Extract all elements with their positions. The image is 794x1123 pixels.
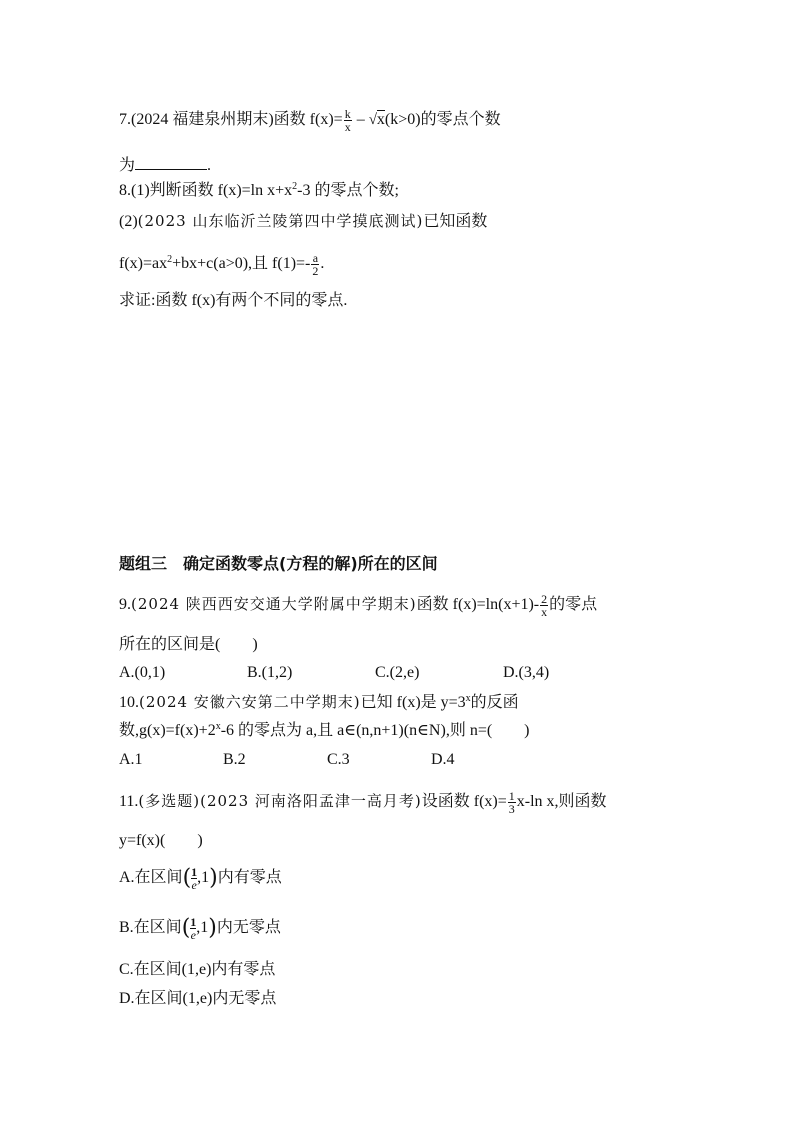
q8-line4 [119,291,347,311]
q10-source: (2024 安徽六安第二中学期末) [139,693,361,711]
q8-formula-mid: +bx+c(a>0),且 f(1)=- [172,255,311,273]
left-paren-icon: ( [182,865,192,891]
q10-sup: x [465,693,471,704]
q9-text: 函数 f(x)=ln(x+1)- [416,596,540,614]
q10-options [119,750,535,770]
q11-source: (多选题)(2023 河南洛阳孟津一高月考) [138,792,422,811]
right-paren-icon: ) [208,915,217,941]
q7-line1 [119,108,501,133]
answer-blank[interactable] [135,154,207,170]
q10-number: 10. [119,694,139,711]
q11-frac-den: 3 [508,802,515,816]
q7-sqrt-arg: x [376,111,385,129]
q10-line2 [119,721,530,741]
q11-line2-text: y=f(x)( ) [119,832,203,849]
q11-option-a-one: ,1 [197,869,210,887]
q9-option-c[interactable]: C.(2,e) [375,664,420,681]
q7-end: . [207,157,212,174]
q9-number: 9. [119,596,131,614]
q9-line2 [119,635,258,655]
q11-option-a-num: 1 [191,865,198,879]
q11-option-b-den: e [190,928,196,942]
q9-frac-num: 2 [541,592,548,606]
sqrt-icon: √ [368,112,377,129]
right-paren-icon: ) [209,865,218,891]
q8-part1-end: -3 的零点个数; [297,182,399,199]
q8-formula-sup: 2 [167,254,173,266]
q7-line2 [119,154,211,176]
q8-part1-text: 8.(1)判断函数 f(x)=ln x+x [119,182,293,199]
q7-frac-num: k [344,107,351,121]
q11-text: 设函数 f(x)= [421,793,507,811]
q10-option-a[interactable]: A.1 [119,751,143,768]
q9-options [119,663,631,683]
q9-option-a[interactable]: A.(0,1) [119,664,166,681]
q11-line2 [119,831,203,851]
q11-option-b[interactable] [119,916,281,941]
q11-frac-num: 1 [508,789,515,803]
q9-fraction [540,593,548,618]
q7-text: 函数 f(x)= [273,111,343,129]
q11-option-b-one: ,1 [196,919,209,937]
q8-line2 [119,211,487,232]
q8-line3 [119,252,324,277]
q8-fraction [311,252,319,277]
left-paren-icon: ( [181,915,191,941]
q11-option-d[interactable]: D.在区间(1,e)内无零点 [119,990,277,1007]
q7-number: 7. [119,111,131,129]
q10-line2-post: -6 的零点为 a,且 a∈(n,n+1)(n∈N),则 n=( ) [220,722,530,739]
q8-formula-end: . [320,255,325,273]
q8-part2-label: (2) [119,213,138,230]
q10-option-d[interactable]: D.4 [431,751,455,768]
q7-sqrt [369,110,385,130]
q7-frac-den: x [344,120,351,134]
q9-text-post: 的零点 [549,596,598,614]
q9-option-b[interactable]: B.(1,2) [247,664,293,681]
q11-option-b-num: 1 [190,915,197,929]
q7-fraction [344,108,352,133]
q8-source: (2023 山东临沂兰陵第四中学摸底测试) [137,212,424,230]
q11-text-post: x-ln x,则函数 [516,793,607,811]
q11-number: 11. [119,793,139,811]
q9-option-d[interactable]: D.(3,4) [503,664,550,681]
q10-text: 已知 f(x)是 y=3 [360,694,466,711]
q10-line1 [119,692,519,713]
q10-option-c[interactable]: C.3 [327,751,350,768]
q11-option-a-post: 内有零点 [217,869,282,887]
q11-fraction [508,790,516,815]
q11-option-a[interactable] [119,866,282,891]
q11-line1 [119,790,607,815]
q7-source: (2024 福建泉州期末) [131,111,274,129]
q7-minus: – [352,111,369,129]
q7-text-post: (k>0)的零点个数 [384,111,501,129]
q8-prove-text: 求证:函数 f(x)有两个不同的零点. [119,292,348,309]
q8-frac-num: a [312,251,319,265]
q10-line2-sup: x [215,721,221,732]
q10-text-post: 的反函 [470,694,519,711]
q8-line1 [119,181,399,201]
q9-frac-den: x [541,605,548,619]
q11-option-a-pre: A.在区间 [119,869,183,887]
q11-option-c[interactable]: C.在区间(1,e)内有零点 [119,961,276,978]
q9-source: (2024 陕西西安交通大学附属中学期末) [131,595,417,614]
q11-option-b-pre: B.在区间 [119,919,182,937]
section-heading: 题组三 确定函数零点(方程的解)所在的区间 [119,554,438,573]
q8-frac-den: 2 [312,264,319,278]
q10-line2-pre: 数,g(x)=f(x)+2 [119,722,216,739]
q9-line1 [119,593,597,618]
q8-part2-text: 已知函数 [423,213,488,230]
q10-option-b[interactable]: B.2 [223,751,246,768]
q11-option-b-post: 内无零点 [216,919,281,937]
q8-part1-sup: 2 [292,181,298,192]
q7-line2-text: 为 [119,157,136,174]
q9-line2-text: 所在的区间是( ) [119,636,258,653]
q11-option-a-den: e [191,878,197,892]
q8-formula-pre: f(x)=ax [119,255,168,273]
